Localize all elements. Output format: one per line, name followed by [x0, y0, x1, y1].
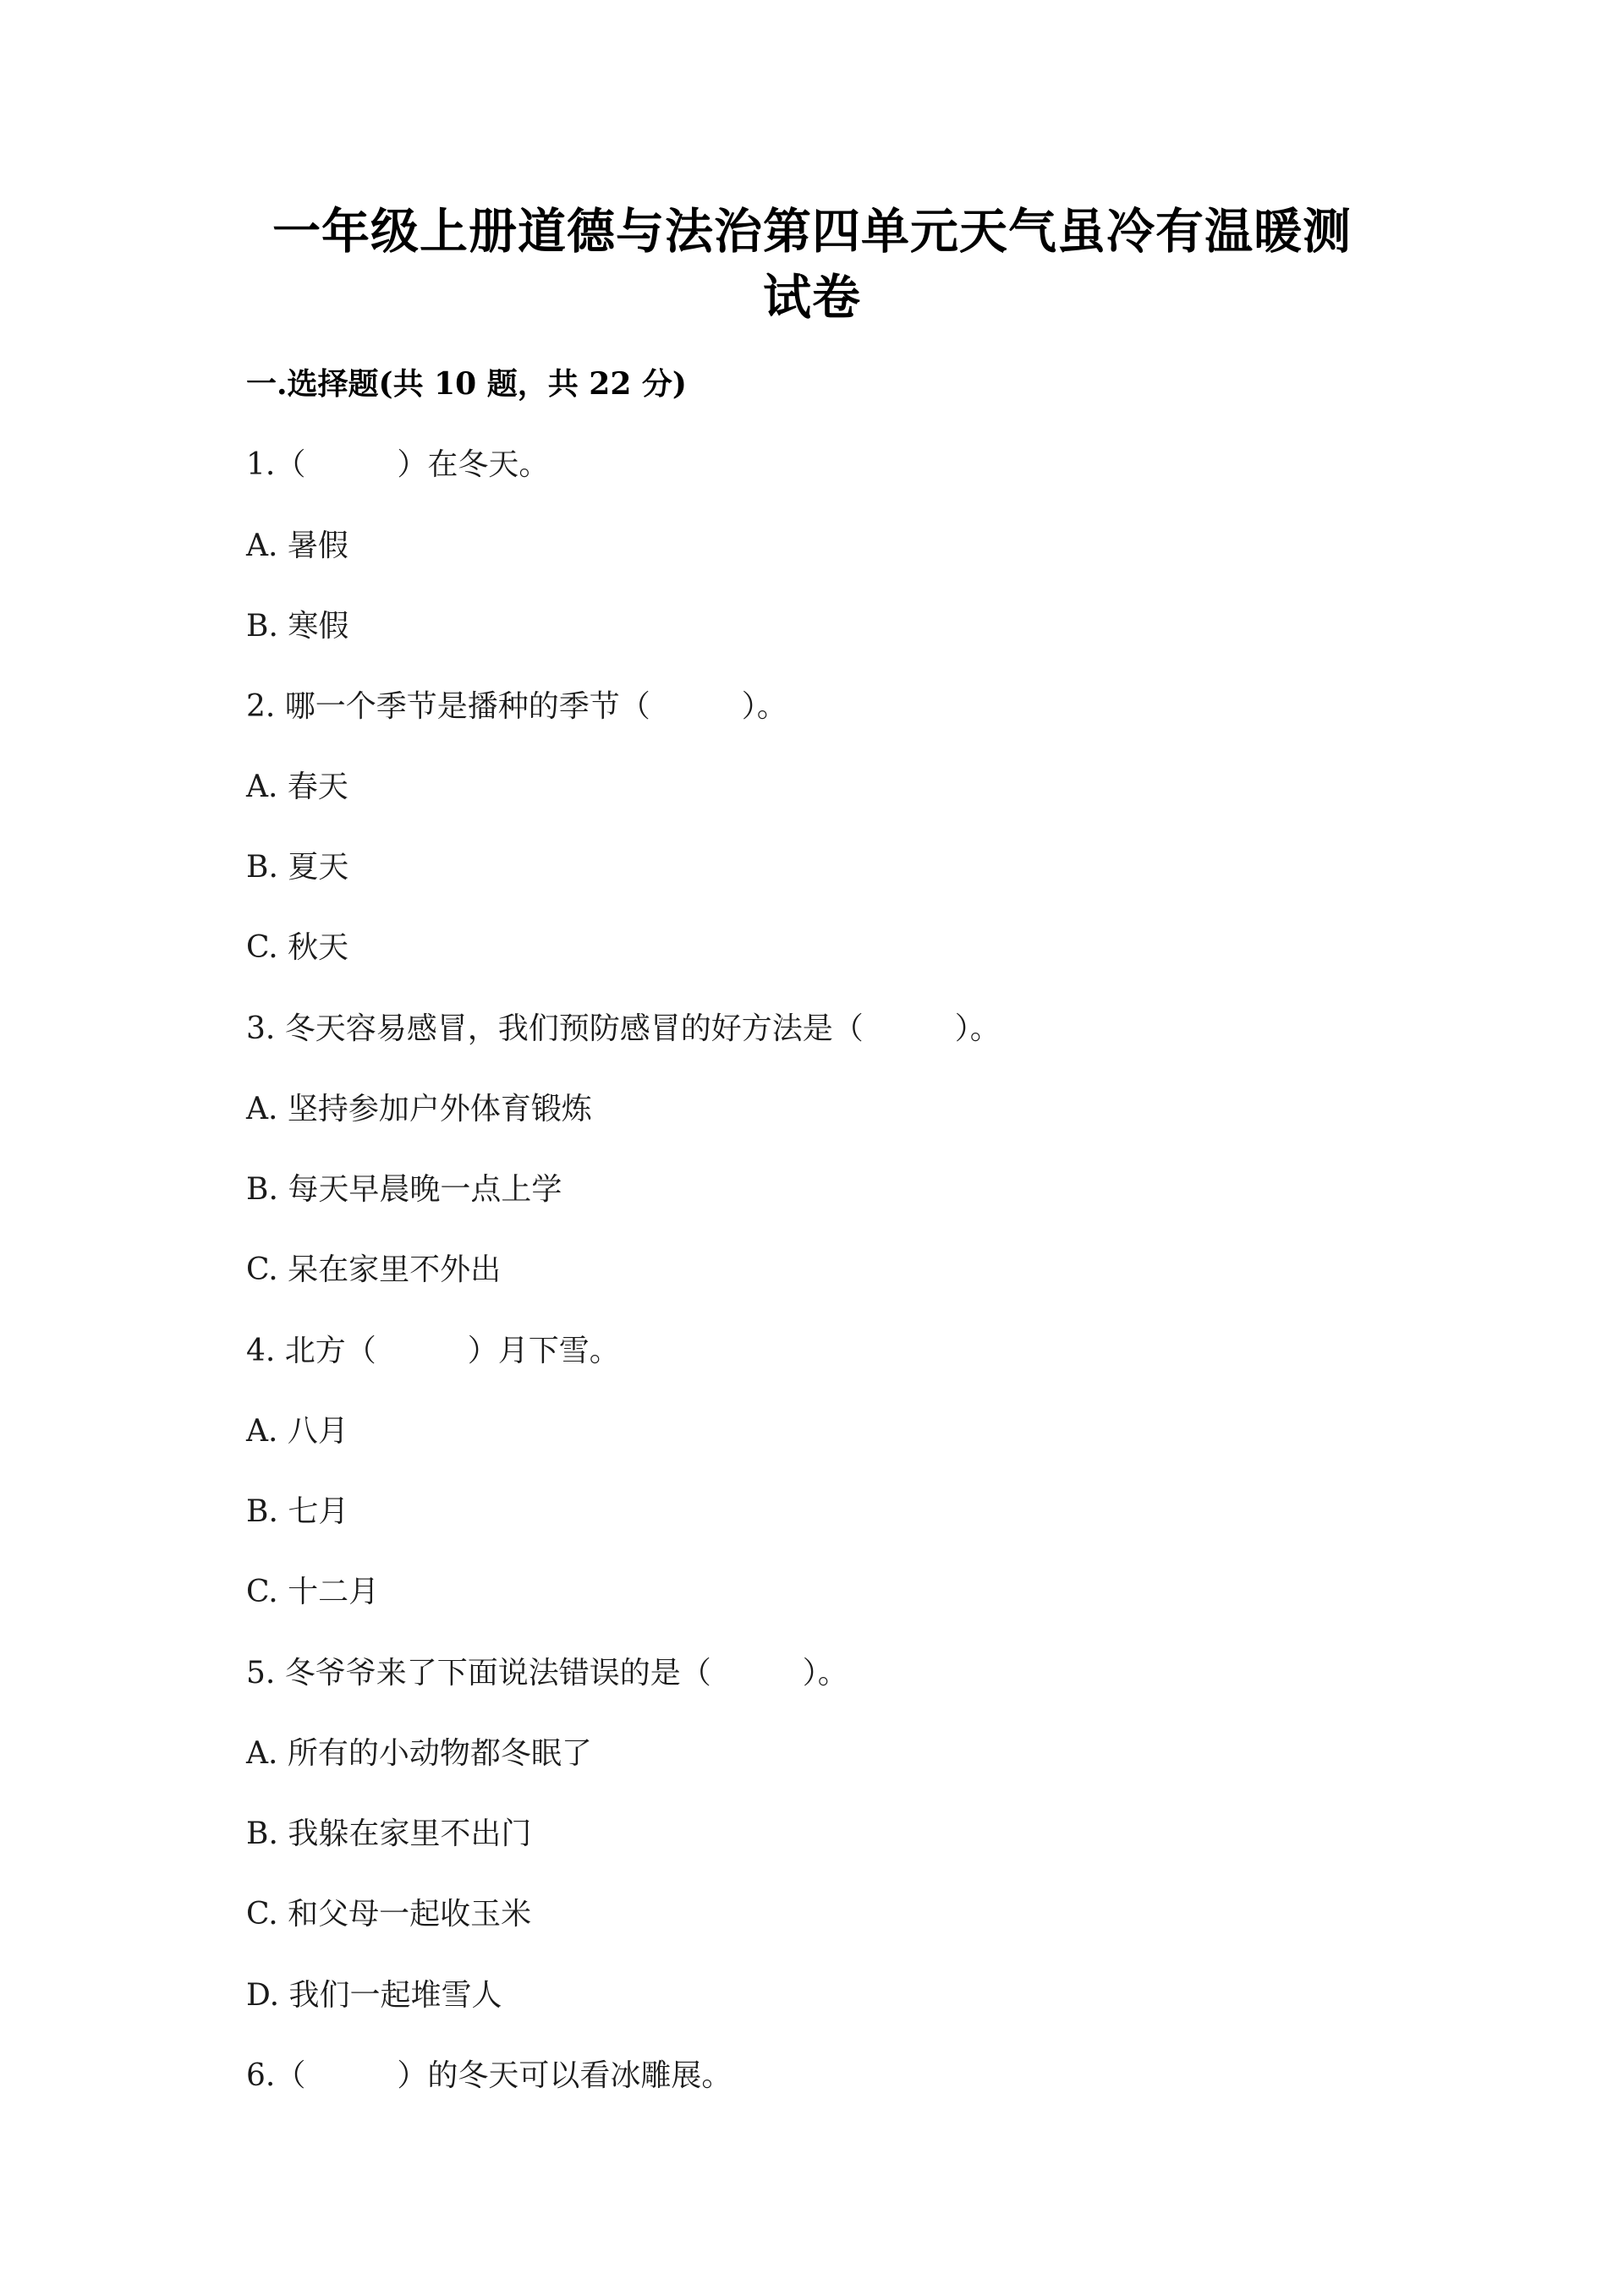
page-title-line2: 试卷 [763, 269, 861, 326]
question-6-stem: 6.（ ）的冬天可以看冰雕展。 [246, 2058, 732, 2093]
question-5-option-d: D. 我们一起堆雪人 [246, 1978, 502, 2013]
page-title-line1: 一年级上册道德与法治第四单元天气虽冷有温暖测 [272, 203, 1352, 260]
question-2-option-b: B. 夏天 [246, 850, 349, 885]
question-1-option-a: A. 暑假 [246, 529, 348, 563]
question-1-stem: 1.（ ）在冬天。 [246, 447, 550, 482]
question-4-stem: 4. 北方（ ）月下雪。 [246, 1334, 620, 1368]
question-4-option-b: B. 七月 [246, 1494, 349, 1529]
question-5-stem: 5. 冬爷爷来了下面说法错误的是（ ）。 [246, 1656, 848, 1690]
question-5-option-a: A. 所有的小动物都冬眠了 [246, 1736, 592, 1771]
question-1-option-b: B. 寒假 [246, 609, 349, 644]
question-2-option-a: A. 春天 [246, 770, 348, 804]
question-3-stem: 3. 冬天容易感冒，我们预防感冒的好方法是（ ）。 [246, 1011, 1001, 1046]
question-5-option-b: B. 我躲在家里不出门 [246, 1817, 532, 1851]
question-2-option-c: C. 秋天 [246, 930, 349, 965]
question-4-option-a: A. 八月 [246, 1414, 348, 1449]
question-2-stem: 2. 哪一个季节是播种的季节（ ）。 [246, 689, 787, 724]
question-4-option-c: C. 十二月 [246, 1575, 380, 1609]
section-heading: 一.选择题(共 10 题，共 22 分) [246, 366, 687, 402]
question-5-option-c: C. 和父母一起收玉米 [246, 1897, 532, 1932]
question-3-option-b: B. 每天早晨晚一点上学 [246, 1172, 562, 1207]
question-3-option-c: C. 呆在家里不外出 [246, 1252, 502, 1287]
question-3-option-a: A. 坚持参加户外体育锻炼 [246, 1092, 592, 1126]
